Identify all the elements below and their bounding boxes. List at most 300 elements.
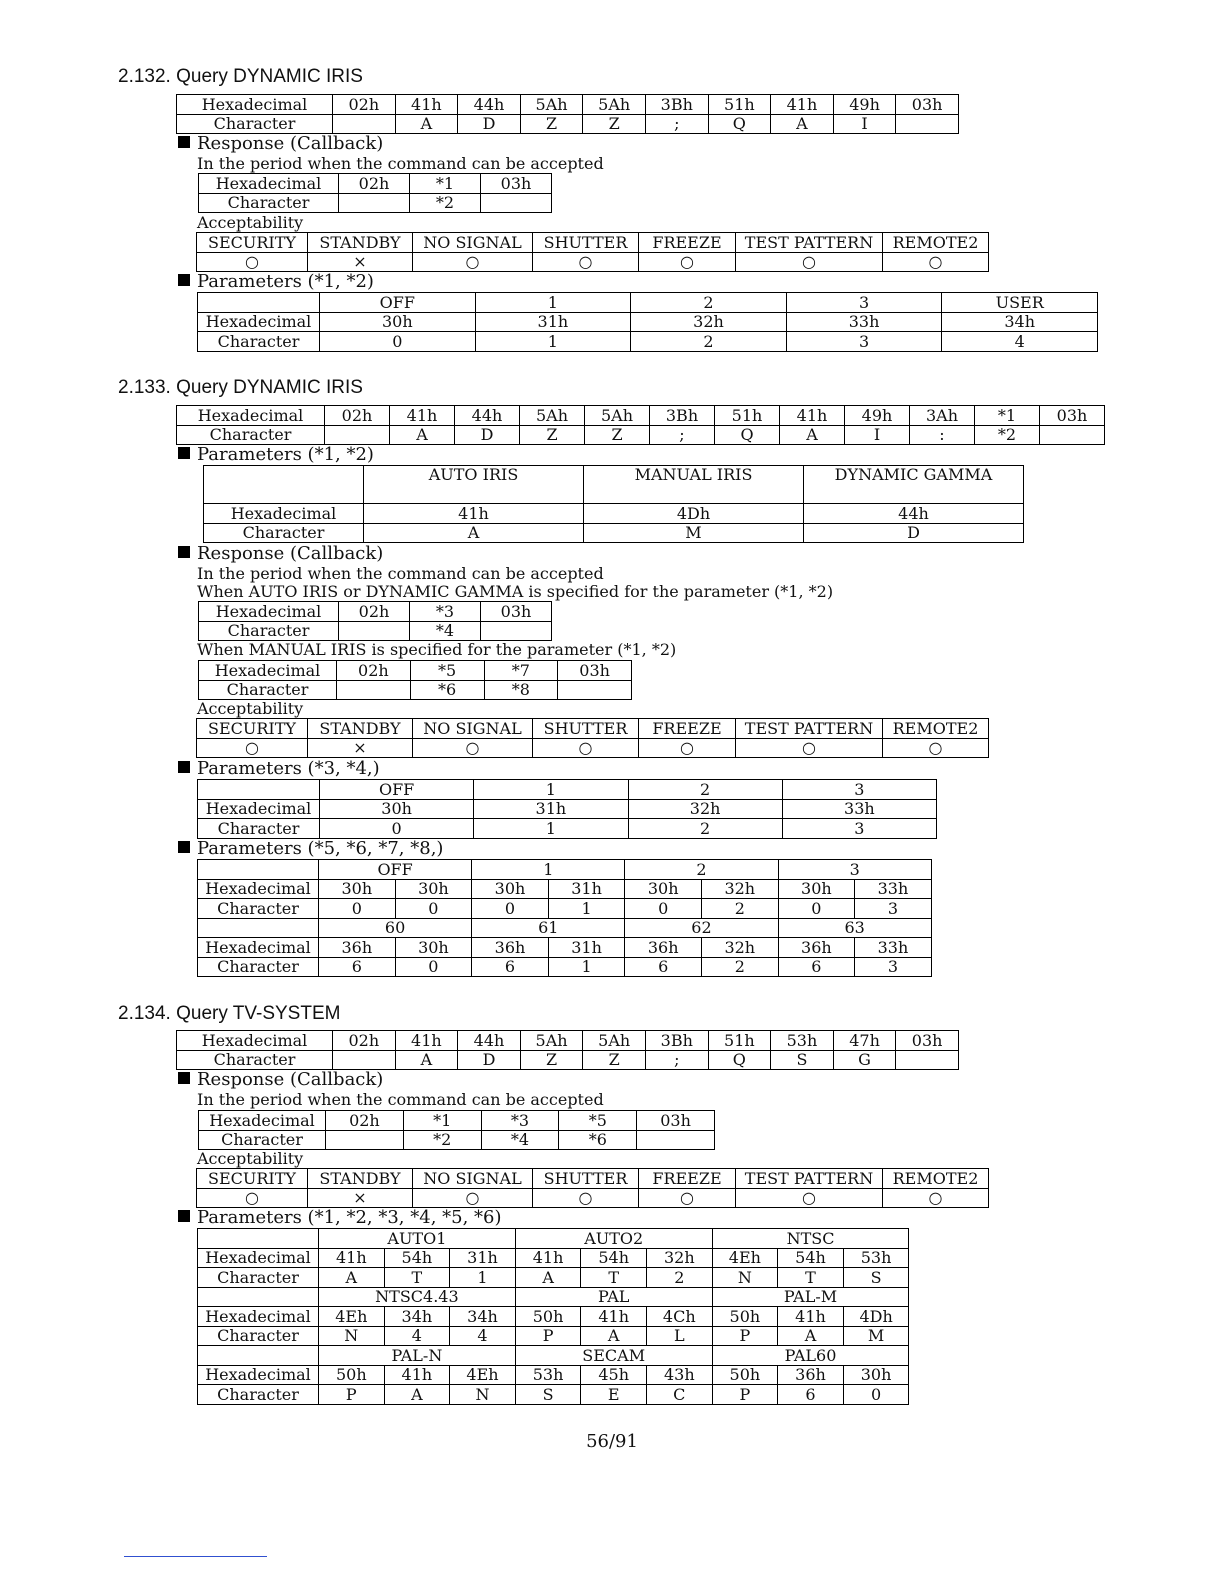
hex-cell: 30h xyxy=(320,312,476,332)
hex-cell: 4Dh xyxy=(843,1307,909,1327)
s132-params-table xyxy=(197,292,1098,352)
hex-cell: 30h xyxy=(320,799,474,819)
s132-command-table xyxy=(176,94,959,134)
char-cell: 6 xyxy=(778,1385,844,1405)
acceptability-mark: ○ xyxy=(736,1188,883,1208)
char-cell: 1 xyxy=(548,957,625,977)
param-header: PAL-N xyxy=(319,1346,516,1366)
param-header: SECAM xyxy=(515,1346,712,1366)
table-row xyxy=(199,621,552,641)
bullet-icon xyxy=(178,761,190,773)
char-cell: I xyxy=(845,425,910,445)
param-header: 1 xyxy=(472,860,625,880)
char-label: Character xyxy=(177,114,333,134)
hex-label: Hexadecimal xyxy=(198,1365,319,1385)
hex-cell: 30h xyxy=(319,879,396,899)
table-row xyxy=(198,1248,909,1268)
hex-cell: 49h xyxy=(845,406,910,426)
hex-cell: 36h xyxy=(319,938,396,958)
acceptability-header: FREEZE xyxy=(639,1169,736,1189)
char-label: Character xyxy=(198,957,319,977)
table-row xyxy=(177,114,959,134)
hex-cell: 41h xyxy=(390,406,455,426)
hex-cell: 34h xyxy=(942,312,1098,332)
param-header: AUTO1 xyxy=(319,1229,516,1249)
char-cell: A xyxy=(395,1050,458,1070)
s134-params-heading: Parameters (*1, *2, *3, *4, *5, *6) xyxy=(178,1207,502,1228)
char-cell: 0 xyxy=(395,899,472,919)
char-cell: 6 xyxy=(778,957,855,977)
char-cell: 0 xyxy=(320,332,476,352)
hex-cell: 31h xyxy=(548,879,625,899)
hex-label: Hexadecimal xyxy=(177,95,333,115)
char-cell xyxy=(339,193,410,213)
hex-cell: 41h xyxy=(364,504,584,524)
char-cell: 3 xyxy=(855,957,932,977)
acceptability-header: STANDBY xyxy=(308,233,413,253)
hex-cell: *1 xyxy=(403,1111,481,1131)
char-cell: 0 xyxy=(472,899,549,919)
table-row xyxy=(197,738,989,758)
acceptability-mark: ○ xyxy=(736,738,883,758)
blank-cell xyxy=(198,860,319,880)
s132-acceptability-table xyxy=(196,232,989,272)
char-label: Character xyxy=(198,1268,319,1288)
acceptability-header: NO SIGNAL xyxy=(413,233,533,253)
table-row xyxy=(177,1031,959,1051)
char-cell: 1 xyxy=(474,819,628,839)
char-cell: T xyxy=(384,1268,450,1288)
table-row xyxy=(198,1365,909,1385)
table-row xyxy=(199,174,552,194)
char-cell: Z xyxy=(520,1050,583,1070)
acceptability-mark: × xyxy=(308,252,413,272)
char-cell xyxy=(481,193,552,213)
acceptability-mark: ○ xyxy=(639,738,736,758)
bullet-icon xyxy=(178,1072,190,1084)
char-cell: *2 xyxy=(403,1130,481,1150)
table-row xyxy=(198,1326,909,1346)
s133-when-auto: When AUTO IRIS or DYNAMIC GAMMA is specified for the parameter (*1, *2) xyxy=(197,582,834,601)
hex-cell: 3Ah xyxy=(910,406,975,426)
table-row xyxy=(197,233,989,253)
hex-cell: 41h xyxy=(319,1248,385,1268)
acceptability-mark: ○ xyxy=(197,1188,308,1208)
char-cell: Q xyxy=(708,1050,771,1070)
char-cell: 6 xyxy=(319,957,396,977)
param-header: 1 xyxy=(475,293,631,313)
hex-cell: 31h xyxy=(474,799,628,819)
hex-cell: 31h xyxy=(475,312,631,332)
char-cell: P xyxy=(712,1326,778,1346)
table-row xyxy=(199,680,632,700)
table-row xyxy=(198,312,1098,332)
hex-cell: 43h xyxy=(646,1365,712,1385)
hex-cell: 53h xyxy=(515,1365,581,1385)
acceptability-header: STANDBY xyxy=(308,1169,413,1189)
bullet-icon xyxy=(178,546,190,558)
s133-when-manual: When MANUAL IRIS is specified for the parameter (*1, *2) xyxy=(197,640,677,659)
char-cell: 1 xyxy=(548,899,625,919)
table-row xyxy=(199,661,632,681)
hex-cell: *3 xyxy=(481,1111,559,1131)
hex-cell: 32h xyxy=(646,1248,712,1268)
hex-cell: 30h xyxy=(472,879,549,899)
acceptability-mark: ○ xyxy=(639,252,736,272)
table-row xyxy=(204,523,1024,543)
hex-cell: 5Ah xyxy=(520,95,583,115)
param-header: 60 xyxy=(319,918,472,938)
char-cell: 2 xyxy=(646,1268,712,1288)
param-header: 61 xyxy=(472,918,625,938)
table-row xyxy=(198,879,932,899)
table-row xyxy=(197,719,989,739)
acceptability-header: SECURITY xyxy=(197,1169,308,1189)
acceptability-header: REMOTE2 xyxy=(883,233,989,253)
hex-label: Hexadecimal xyxy=(199,602,339,622)
char-cell: D xyxy=(458,1050,521,1070)
s133-response-note: In the period when the command can be accepted xyxy=(197,564,604,583)
acceptability-mark: ○ xyxy=(413,1188,533,1208)
hex-cell: 4Dh xyxy=(584,504,804,524)
param-header: MANUAL IRIS xyxy=(584,466,804,504)
char-cell xyxy=(333,114,396,134)
acceptability-header: REMOTE2 xyxy=(883,719,989,739)
acceptability-header: STANDBY xyxy=(308,719,413,739)
hex-label: Hexadecimal xyxy=(198,1307,319,1327)
param-header: OFF xyxy=(319,860,472,880)
hex-label: Hexadecimal xyxy=(198,1248,319,1268)
char-cell xyxy=(326,1130,404,1150)
page-number: 56/91 xyxy=(586,1431,638,1452)
acceptability-mark: ○ xyxy=(639,1188,736,1208)
table-row xyxy=(204,466,1024,504)
footnote-divider xyxy=(124,1556,267,1557)
table-row xyxy=(204,504,1024,524)
char-cell: N xyxy=(450,1385,516,1405)
hex-cell: 53h xyxy=(771,1031,834,1051)
acceptability-mark: ○ xyxy=(197,738,308,758)
s133-params1-table xyxy=(203,465,1024,543)
char-label: Character xyxy=(177,425,325,445)
char-cell: N xyxy=(712,1268,778,1288)
acceptability-mark: ○ xyxy=(413,252,533,272)
char-cell: G xyxy=(833,1050,896,1070)
hex-cell: 34h xyxy=(450,1307,516,1327)
s134-response-note: In the period when the command can be accepted xyxy=(197,1090,604,1109)
char-cell: Z xyxy=(520,425,585,445)
hex-label: Hexadecimal xyxy=(199,174,339,194)
char-cell xyxy=(896,114,959,134)
hex-cell: 4Eh xyxy=(712,1248,778,1268)
char-cell: 3 xyxy=(786,332,942,352)
char-cell: D xyxy=(455,425,520,445)
param-header: NTSC xyxy=(712,1229,909,1249)
hex-cell: 44h xyxy=(804,504,1024,524)
table-row xyxy=(198,293,1098,313)
hex-cell: 50h xyxy=(515,1307,581,1327)
char-cell xyxy=(558,680,632,700)
char-cell: 0 xyxy=(319,899,396,919)
param-header: 63 xyxy=(778,918,931,938)
acceptability-mark: × xyxy=(308,1188,413,1208)
hex-cell: 41h xyxy=(778,1307,844,1327)
char-cell: 0 xyxy=(320,819,474,839)
hex-cell: 34h xyxy=(384,1307,450,1327)
param-header: AUTO IRIS xyxy=(364,466,584,504)
char-cell xyxy=(333,1050,396,1070)
param-header: PAL xyxy=(515,1287,712,1307)
char-cell: *4 xyxy=(481,1130,559,1150)
s133-response-heading: Response (Callback) xyxy=(178,543,383,564)
char-cell xyxy=(325,425,390,445)
char-cell: 3 xyxy=(855,899,932,919)
char-cell xyxy=(1040,425,1105,445)
s133-params3-table xyxy=(197,859,932,977)
table-row xyxy=(177,1050,959,1070)
hex-cell: 4Eh xyxy=(319,1307,385,1327)
hex-cell: 4Ch xyxy=(646,1307,712,1327)
char-cell: Z xyxy=(520,114,583,134)
hex-cell: 45h xyxy=(581,1365,647,1385)
hex-cell: 53h xyxy=(843,1248,909,1268)
hex-cell: *3 xyxy=(410,602,481,622)
char-cell: L xyxy=(646,1326,712,1346)
char-cell: 2 xyxy=(701,899,778,919)
acceptability-mark: ○ xyxy=(883,252,989,272)
char-cell: 2 xyxy=(628,819,782,839)
hex-cell: 41h xyxy=(771,95,834,115)
table-row xyxy=(198,819,937,839)
table-row xyxy=(199,193,552,213)
table-row xyxy=(198,1307,909,1327)
s134-response-table xyxy=(198,1110,715,1150)
char-cell: P xyxy=(515,1326,581,1346)
hex-cell: 03h xyxy=(896,95,959,115)
table-row xyxy=(198,1346,909,1366)
param-header: 1 xyxy=(474,780,628,800)
s134-response-heading: Response (Callback) xyxy=(178,1069,383,1090)
char-cell: P xyxy=(712,1385,778,1405)
hex-cell: 30h xyxy=(395,938,472,958)
char-cell: Z xyxy=(585,425,650,445)
param-header: USER xyxy=(942,293,1098,313)
char-label: Character xyxy=(204,523,364,543)
char-cell: C xyxy=(646,1385,712,1405)
hex-cell: 36h xyxy=(778,1365,844,1385)
hex-cell: 03h xyxy=(481,602,552,622)
char-cell: M xyxy=(843,1326,909,1346)
s133-acceptability-label: Acceptability xyxy=(197,699,304,718)
hex-label: Hexadecimal xyxy=(198,312,320,332)
char-label: Character xyxy=(199,1130,326,1150)
s134-params-table xyxy=(197,1228,909,1405)
hex-cell: 5Ah xyxy=(583,1031,646,1051)
param-header: 2 xyxy=(628,780,782,800)
char-cell: : xyxy=(910,425,975,445)
hex-cell: 32h xyxy=(631,312,787,332)
hex-cell: 32h xyxy=(701,879,778,899)
s132-response-note: In the period when the command can be accepted xyxy=(197,154,604,173)
hex-label: Hexadecimal xyxy=(198,879,319,899)
hex-cell: 3Bh xyxy=(645,1031,708,1051)
char-cell: E xyxy=(581,1385,647,1405)
param-header: OFF xyxy=(320,780,474,800)
hex-cell: 47h xyxy=(833,1031,896,1051)
param-header: OFF xyxy=(320,293,476,313)
hex-cell: 41h xyxy=(395,1031,458,1051)
param-header: DYNAMIC GAMMA xyxy=(804,466,1024,504)
hex-cell: 5Ah xyxy=(585,406,650,426)
char-cell: A xyxy=(581,1326,647,1346)
hex-cell: 5Ah xyxy=(520,1031,583,1051)
hex-cell: 32h xyxy=(628,799,782,819)
acceptability-mark: ○ xyxy=(533,1188,639,1208)
param-header: 2 xyxy=(625,860,778,880)
hex-label: Hexadecimal xyxy=(199,661,337,681)
char-cell: 0 xyxy=(843,1385,909,1405)
char-label: Character xyxy=(198,899,319,919)
table-row xyxy=(198,1287,909,1307)
char-cell: S xyxy=(515,1385,581,1405)
table-row xyxy=(197,1188,989,1208)
hex-cell: 02h xyxy=(339,602,410,622)
hex-cell: 50h xyxy=(319,1365,385,1385)
table-row xyxy=(198,332,1098,352)
char-label: Character xyxy=(198,819,320,839)
hex-cell: 4Eh xyxy=(450,1365,516,1385)
hex-cell: 49h xyxy=(833,95,896,115)
char-cell: 2 xyxy=(631,332,787,352)
acceptability-header: SHUTTER xyxy=(533,1169,639,1189)
hex-cell: 5Ah xyxy=(520,406,585,426)
char-cell: D xyxy=(458,114,521,134)
hex-cell: 41h xyxy=(395,95,458,115)
table-row xyxy=(198,918,932,938)
s132-acceptability-label: Acceptability xyxy=(197,213,304,232)
blank-cell xyxy=(198,780,320,800)
hex-cell: 03h xyxy=(481,174,552,194)
char-cell: 0 xyxy=(395,957,472,977)
hex-label: Hexadecimal xyxy=(204,504,364,524)
param-header: AUTO2 xyxy=(515,1229,712,1249)
hex-cell: 51h xyxy=(715,406,780,426)
char-cell: *6 xyxy=(410,680,484,700)
blank-cell xyxy=(198,1287,319,1307)
s133-params2-table xyxy=(197,779,937,839)
table-row xyxy=(197,252,989,272)
param-header: 3 xyxy=(782,780,936,800)
char-cell: 6 xyxy=(625,957,702,977)
table-row xyxy=(198,860,932,880)
char-cell: *6 xyxy=(559,1130,637,1150)
acceptability-header: TEST PATTERN xyxy=(736,719,883,739)
hex-cell: 41h xyxy=(581,1307,647,1327)
acceptability-mark: ○ xyxy=(883,1188,989,1208)
char-cell: *4 xyxy=(410,621,481,641)
table-row xyxy=(199,602,552,622)
s133-params3-heading: Parameters (*5, *6, *7, *8,) xyxy=(178,838,443,859)
char-label: Character xyxy=(177,1050,333,1070)
param-header: 2 xyxy=(631,293,787,313)
hex-cell: 50h xyxy=(712,1307,778,1327)
hex-cell: 31h xyxy=(450,1248,516,1268)
char-cell: ; xyxy=(645,114,708,134)
char-cell: Z xyxy=(583,1050,646,1070)
char-label: Character xyxy=(198,1385,319,1405)
s133-response-auto-table xyxy=(198,601,552,641)
hex-cell: 02h xyxy=(333,95,396,115)
s134-acceptability-table xyxy=(196,1168,989,1208)
acceptability-header: FREEZE xyxy=(639,233,736,253)
acceptability-mark: ○ xyxy=(413,738,533,758)
acceptability-header: SECURITY xyxy=(197,719,308,739)
hex-cell: 03h xyxy=(896,1031,959,1051)
hex-cell: 41h xyxy=(384,1365,450,1385)
hex-cell: 33h xyxy=(782,799,936,819)
acceptability-header: NO SIGNAL xyxy=(413,719,533,739)
hex-cell: 44h xyxy=(455,406,520,426)
char-cell: P xyxy=(319,1385,385,1405)
s134-command-table xyxy=(176,1030,959,1070)
s132-params-heading: Parameters (*1, *2) xyxy=(178,271,374,292)
hex-cell: *1 xyxy=(975,406,1040,426)
char-cell: A xyxy=(778,1326,844,1346)
table-row xyxy=(177,425,1105,445)
acceptability-header: TEST PATTERN xyxy=(736,233,883,253)
hex-cell: 02h xyxy=(339,174,410,194)
table-row xyxy=(199,1130,715,1150)
char-cell: 4 xyxy=(450,1326,516,1346)
hex-cell: 30h xyxy=(843,1365,909,1385)
hex-cell: 51h xyxy=(708,95,771,115)
blank-cell xyxy=(198,293,320,313)
hex-cell: 33h xyxy=(786,312,942,332)
char-label: Character xyxy=(198,332,320,352)
table-row xyxy=(177,406,1105,426)
hex-cell: 33h xyxy=(855,879,932,899)
s132-response-heading: Response (Callback) xyxy=(178,133,383,154)
blank-cell xyxy=(198,918,319,938)
acceptability-header: FREEZE xyxy=(639,719,736,739)
table-row xyxy=(177,95,959,115)
acceptability-mark: ○ xyxy=(197,252,308,272)
char-cell xyxy=(896,1050,959,1070)
char-cell xyxy=(637,1130,715,1150)
char-cell: S xyxy=(771,1050,834,1070)
hex-cell: *1 xyxy=(410,174,481,194)
hex-cell: 36h xyxy=(472,938,549,958)
char-cell xyxy=(481,621,552,641)
s133-response-manual-table xyxy=(198,660,632,700)
char-cell: 1 xyxy=(475,332,631,352)
hex-cell: 5Ah xyxy=(583,95,646,115)
table-row xyxy=(198,799,937,819)
hex-cell: 54h xyxy=(581,1248,647,1268)
char-cell: 2 xyxy=(701,957,778,977)
bullet-icon xyxy=(178,136,190,148)
hex-cell: 03h xyxy=(637,1111,715,1131)
char-cell: T xyxy=(778,1268,844,1288)
param-header: 62 xyxy=(625,918,778,938)
hex-cell: 50h xyxy=(712,1365,778,1385)
char-cell: A xyxy=(780,425,845,445)
char-cell: Q xyxy=(708,114,771,134)
hex-cell: 51h xyxy=(708,1031,771,1051)
hex-label: Hexadecimal xyxy=(198,799,320,819)
char-cell: A xyxy=(390,425,455,445)
hex-cell: 36h xyxy=(778,938,855,958)
